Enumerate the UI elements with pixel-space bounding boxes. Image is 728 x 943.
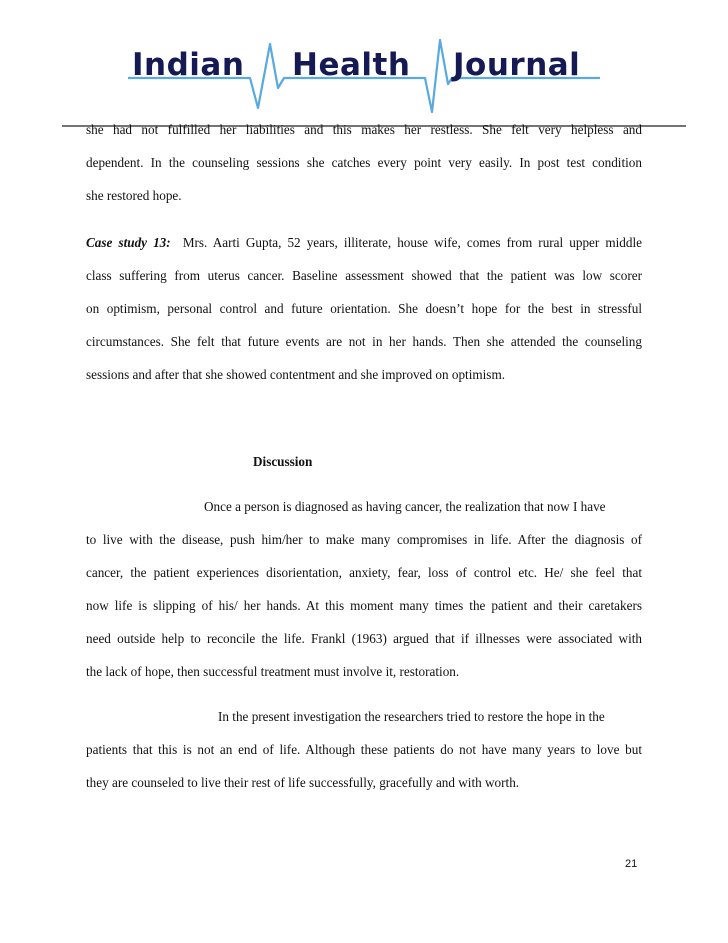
text-line: dependent. In the counseling sessions she catches every point very easily. In post test condition (86, 155, 642, 170)
logo-word-indian: Indian (132, 47, 245, 83)
case-study-text: Mrs. Aarti Gupta, 52 years, illiterate, house wife, comes from rural upper middle (182, 235, 642, 250)
text-line: they are counseled to live their rest of life successfully, gracefully and with worth. (86, 775, 520, 790)
case-study-first-line (86, 235, 642, 251)
text-line-indented: Once a person is diagnosed as having cancer, the realization that now I have (204, 499, 606, 514)
case-study-label: Case study 13: (86, 235, 171, 250)
text-line: circumstances. She felt that future events are not in her hands. Then she attended the counseling (86, 334, 642, 349)
text-line: the lack of hope, then successful treatment must involve it, restoration. (86, 664, 460, 679)
text-line: on optimism, personal control and future orientation. She doesn’t hope for the best in stressful (86, 301, 642, 316)
journal-masthead (0, 0, 728, 130)
text-line: class suffering from uterus cancer. Baseline assessment showed that the patient was low scorer (86, 268, 642, 283)
text-line: to live with the disease, push him/her to make many compromises in life. After the diagnosis of (86, 532, 642, 547)
text-line: she had not fulfilled her liabilities and this makes her restless. She felt very helpless and (86, 122, 642, 137)
logo-word-journal: Journal (453, 47, 581, 83)
section-heading-discussion: Discussion (253, 454, 313, 469)
text-line: cancer, the patient experiences disorientation, anxiety, fear, loss of control etc. He/ she feel that (86, 565, 642, 580)
text-line-indented: In the present investigation the researchers tried to restore the hope in the (218, 709, 605, 724)
text-line: patients that this is not an end of life. Although these patients do not have many years to love but (86, 742, 642, 757)
logo-word-health: Health (292, 47, 411, 83)
text-line: need outside help to reconcile the life. Frankl (1963) argued that if illnesses were associated with (86, 631, 642, 646)
text-line: sessions and after that she showed contentment and she improved on optimism. (86, 367, 505, 382)
page-number: 21 (625, 858, 638, 870)
text-line: she restored hope. (86, 188, 182, 203)
text-line: now life is slipping of his/ her hands. At this moment many times the patient and their caretakers (86, 598, 642, 613)
